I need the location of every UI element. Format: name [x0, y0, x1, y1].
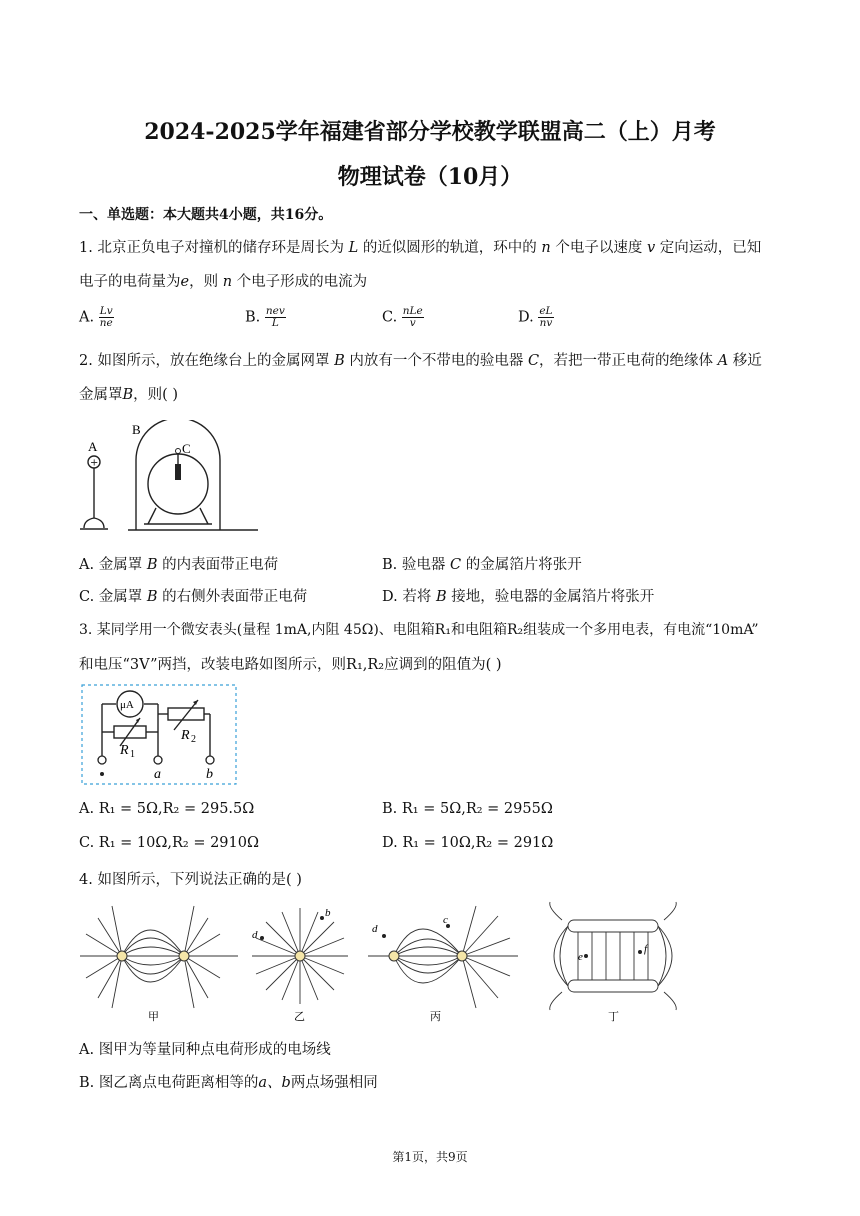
fig-label-c: C: [182, 441, 191, 456]
fig-caption-yi: 乙: [294, 1010, 305, 1022]
fig-label-r1: R: [120, 743, 129, 758]
q4-stem: 4. 如图所示，下列说法正确的是( ): [79, 872, 302, 888]
fig-label-meter: μA: [120, 699, 134, 711]
q3-option-a: A. R₁ = 5Ω,R₂ = 295.5Ω: [79, 801, 255, 817]
fig-label-a: A: [88, 439, 98, 454]
q2-line1: 2. 如图所示，放在绝缘台上的金属网罩 B 内放有一个不带电的验电器 C，若把一带正电荷的绝缘体 A 移近: [79, 353, 762, 369]
q2-option-b: B. 验电器 C 的金属箔片将张开: [382, 557, 582, 573]
fig-label-b: B: [132, 422, 141, 437]
fig-label-d2: d: [372, 923, 378, 935]
section-heading: 一、单选题：本大题共4小题，共16分。: [79, 207, 333, 223]
q1-option-d: D. $\frac{eL}{nv}$: [518, 305, 553, 329]
q2-option-c: C. 金属罩 B 的右侧外表面带正电荷: [79, 589, 308, 605]
q1-line2: 电子的电荷量为e，则 n 个电子形成的电流为: [79, 274, 368, 290]
q3-line2: 和电压“3V”两挡，改装电路如图所示，则R₁,R₂应调到的阻值为( ): [79, 657, 502, 673]
q3-circuit-figure: [80, 684, 240, 786]
q4-field-figure: [78, 898, 688, 1022]
fig-label-r2: R: [181, 728, 190, 743]
fig-label-f: f: [644, 943, 648, 955]
fig-label-c: c: [443, 914, 448, 926]
q1-option-c: C. $\frac{\text{nLe}}{v}$: [382, 305, 423, 329]
q4-option-b: B. 图乙离点电荷距离相等的a、b两点场强相同: [79, 1075, 378, 1091]
q1-option-a: A. $\frac{Lv}{ne}$: [79, 305, 113, 329]
q3-option-d: D. R₁ = 10Ω,R₂ = 291Ω: [382, 835, 554, 851]
fig-caption-ding: 丁: [608, 1010, 619, 1022]
q3-option-b: B. R₁ = 5Ω,R₂ = 2955Ω: [382, 801, 553, 817]
exam-title-line2: 物理试卷（10月）: [337, 164, 523, 190]
fig-label-r1-sub: 1: [130, 749, 135, 760]
fig-label-e: e: [578, 951, 583, 963]
fig-label-r2-sub: 2: [191, 734, 196, 745]
fig-label-a: a: [154, 767, 161, 782]
exam-title-line1: 2024-2025学年福建省部分学校教学联盟高二（上）月考: [144, 119, 716, 145]
q3-option-c: C. R₁ = 10Ω,R₂ = 2910Ω: [79, 835, 259, 851]
q2-option-a: A. 金属罩 B 的内表面带正电荷: [79, 557, 279, 573]
page-footer: 第1页，共9页: [392, 1150, 468, 1164]
q3-line1: 3. 某同学用一个微安表头(量程 1mA,内阻 45Ω)、电阻箱R₁和电阻箱R₂组装成一个多用电表，有电流“10mA”: [79, 622, 759, 638]
fig-caption-bing: 丙: [430, 1010, 441, 1022]
fig-label-b: b: [325, 907, 331, 919]
fig-label-d: d: [252, 929, 258, 941]
q1-option-b: B. $\frac{\text{nev}}{L}$: [245, 305, 285, 329]
q1-line1: 1. 北京正负电子对撞机的储存环是周长为 L 的近似圆形的轨道，环中的 n 个电子以速度 v 定向运动，已知: [79, 240, 762, 256]
fig-caption-jia: 甲: [148, 1010, 159, 1022]
q4-option-a: A. 图甲为等量同种点电荷形成的电场线: [79, 1042, 331, 1058]
svg-text:+: +: [90, 457, 99, 469]
fig-label-b: b: [206, 767, 213, 782]
q2-option-d: D. 若将 B 接地，验电器的金属箔片将张开: [382, 589, 655, 605]
q2-figure: [78, 420, 263, 535]
q2-line2: 金属罩B，则( ): [79, 387, 179, 403]
